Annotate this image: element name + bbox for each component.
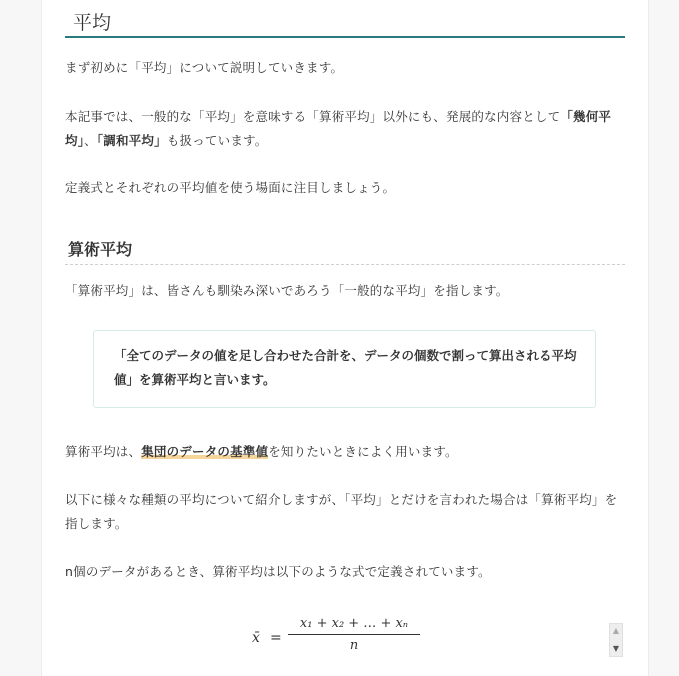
definition-text: 「全てのデータの値を足し合わせた合計を、データの個数で割って算出される平均値」を算術平均と言います。	[114, 348, 577, 387]
scope-paragraph	[65, 105, 625, 153]
formula-fraction	[288, 616, 420, 653]
formula-lhs: x̄	[252, 630, 260, 646]
article-body	[41, 0, 649, 676]
formula-denominator: n	[349, 638, 359, 653]
heading-text: 平均	[73, 12, 112, 34]
scroll-up-icon[interactable]: ▲	[612, 626, 620, 635]
subsection-heading	[65, 232, 625, 265]
scroll-down-icon[interactable]: ▼	[612, 644, 620, 653]
formula-numerator: x₁ + x₂ + … + xₙ	[299, 616, 409, 631]
formula-scrollbar[interactable]	[609, 623, 623, 657]
usage-text-end: を知りたいときによく用います。	[268, 444, 458, 459]
intro-paragraph: まず初めに「平均」について説明していきます。	[65, 60, 344, 75]
subsection-title: 算術平均	[68, 240, 133, 259]
section-heading	[65, 2, 625, 38]
highlighted-phrase: 集団のデータの基準値	[141, 444, 269, 459]
geometric-mean-term: 「幾何平均」	[65, 109, 612, 148]
scope-text-end: も扱っています。	[166, 133, 268, 148]
focus-paragraph: 定義式とそれぞれの平均値を使う場面に注目しましょう。	[65, 180, 396, 195]
arithmetic-mean-intro: 「算術平均」は、皆さんも馴染み深いであろう「一般的な平均」を指します。	[65, 283, 509, 298]
usage-paragraph	[65, 440, 625, 464]
harmonic-mean-term: 「調和平均」	[96, 133, 167, 148]
scope-text: 本記事では、一般的な「平均」を意味する「算術平均」以外にも、発展的な内容として	[65, 109, 561, 124]
usage-text: 算術平均は、	[65, 444, 142, 459]
scope-separator: 、	[84, 133, 97, 148]
formula-intro: n個のデータがあるとき、算術平均は以下のような式で定義されています。	[65, 564, 491, 579]
formula-equals: =	[270, 630, 282, 646]
definition-box	[93, 330, 596, 408]
fraction-bar	[288, 634, 420, 635]
note-paragraph: 以下に様々な種類の平均について紹介しますが、「平均」とだけを言われた場合は「算術平均」を指します。	[65, 492, 618, 531]
